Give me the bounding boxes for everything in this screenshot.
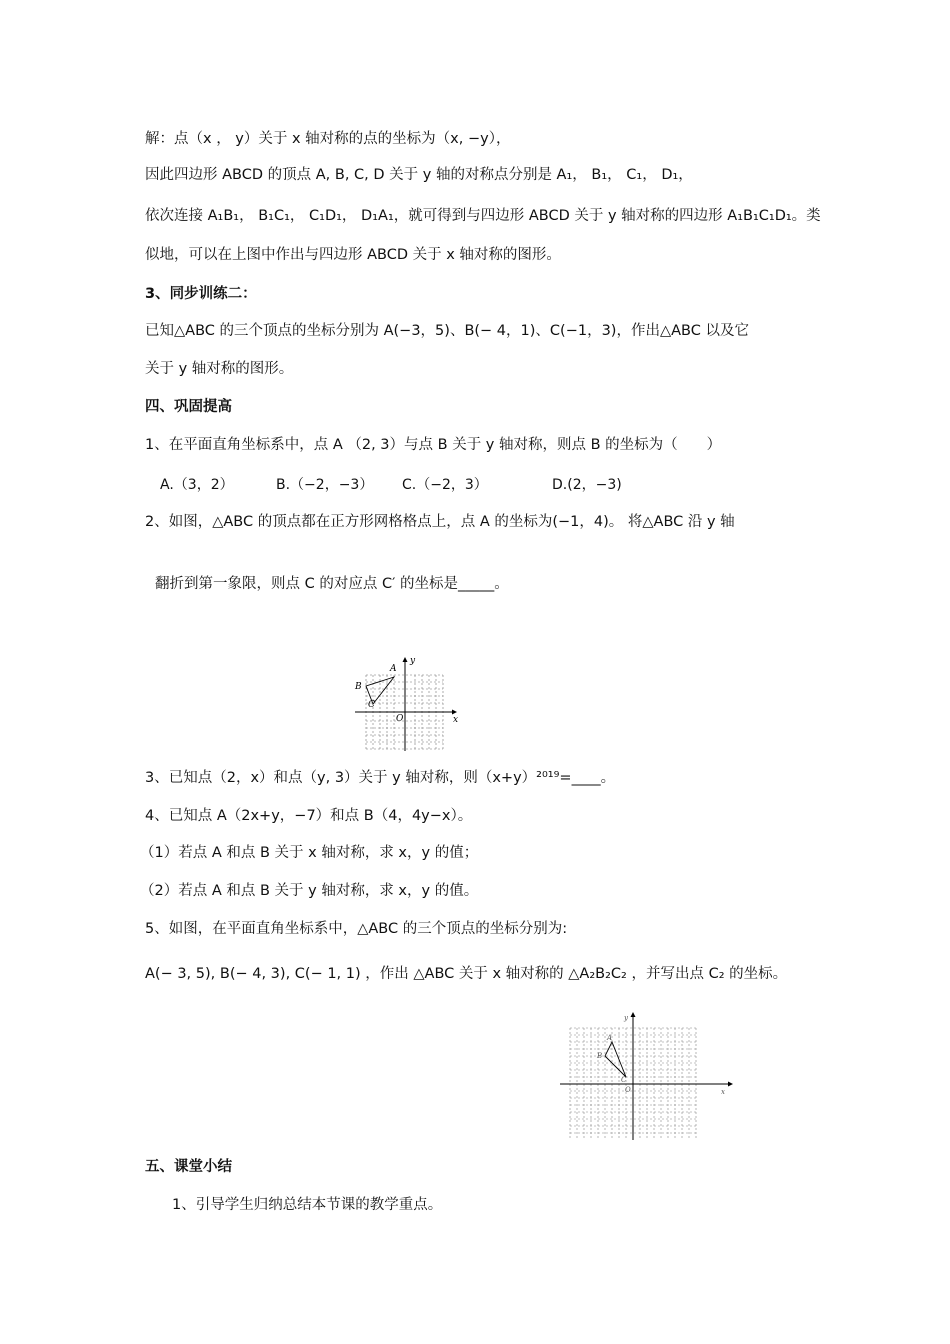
exercise-text-2: 关于 y 轴对称的图形。 <box>145 361 294 377</box>
section-heading-sync-training: 3、同步训练二： <box>145 286 257 302</box>
question-3: 3、已知点（2，x）和点（y, 3）关于 y 轴对称，则（x+y）²⁰¹⁹=____。 <box>145 770 616 786</box>
solution-line-4: 似地，可以在上图中作出与四边形 ABCD 关于 x 轴对称的图形。 <box>145 247 561 263</box>
summary-item-1: 1、引导学生归纳总结本节课的教学重点。 <box>172 1197 443 1213</box>
section-heading-summary: 五、课堂小结 <box>145 1159 232 1175</box>
fig2-point-c-label: C <box>621 1076 627 1084</box>
question-2-line-2: 翻折到第一象限，则点 C 的对应点 C′ 的坐标是_____。 <box>155 576 509 592</box>
question-4: 4、已知点 A（2x+y，−7）和点 B（4，4y−x）。 <box>145 808 473 824</box>
question-4-part-1: （1）若点 A 和点 B 关于 x 轴对称，求 x，y 的值； <box>140 845 479 861</box>
option-d: D.(2，−3) <box>552 477 622 493</box>
question-5-line-2: A(− 3, 5), B(− 4, 3), C(− 1, 1) ，作出 △ABC 关于 x 轴对称的 △A₂B₂C₂ ，并写出点 C₂ 的坐标。 <box>145 966 788 982</box>
exercise-text-1: 已知△ABC 的三个顶点的坐标分别为 A(−3，5)、B(− 4，1)、C(−1，3)，作出△ABC 以及它 <box>145 323 749 339</box>
question-5-line-1: 5、如图，在平面直角坐标系中，△ABC 的三个顶点的坐标分别为: <box>145 921 568 937</box>
fig1-x-axis-label: x <box>453 715 459 725</box>
fig2-y-axis-label: y <box>624 1014 628 1022</box>
fig2-point-a-label: A <box>607 1034 613 1042</box>
option-c: C.（−2，3） <box>402 477 488 493</box>
fig1-point-b-label: B <box>355 682 362 692</box>
fig2-point-b-label: B <box>597 1052 603 1060</box>
fig1-origin-label: O <box>396 714 404 724</box>
section-heading-consolidate: 四、巩固提高 <box>145 399 232 415</box>
fig1-point-c-label: C <box>368 700 375 710</box>
grid-figure-1 <box>350 655 465 755</box>
question-4-part-2: （2）若点 A 和点 B 关于 y 轴对称，求 x，y 的值。 <box>140 883 479 899</box>
fig1-point-a-label: A <box>390 664 397 674</box>
solution-line-2: 因此四边形 ABCD 的顶点 A, B, C, D 关于 y 轴的对称点分别是 A₁， B₁， C₁， D₁， <box>145 167 693 183</box>
fig2-x-axis-label: x <box>721 1088 725 1096</box>
grid-figure-2 <box>555 1010 740 1142</box>
option-a: A.（3，2） <box>160 477 234 493</box>
option-b: B.（−2，−3） <box>276 477 374 493</box>
fig2-origin-label: O <box>625 1086 631 1094</box>
solution-line-1: 解：点（x ， y）关于 x 轴对称的点的坐标为（x, −y）， <box>145 131 511 147</box>
fig1-y-axis-label: y <box>410 656 416 666</box>
solution-line-3: 依次连接 A₁B₁， B₁C₁， C₁D₁， D₁A₁，就可得到与四边形 ABCD 关于 y 轴对称的四边形 A₁B₁C₁D₁。类 <box>145 208 821 224</box>
question-2-line-1: 2、如图，△ABC 的顶点都在正方形网格格点上，点 A 的坐标为(−1，4)。 将△ABC 沿 y 轴 <box>145 514 735 530</box>
question-1: 1、在平面直角坐标系中，点 A （2, 3）与点 B 关于 y 轴对称，则点 B 的坐标为（ ） <box>145 437 722 453</box>
